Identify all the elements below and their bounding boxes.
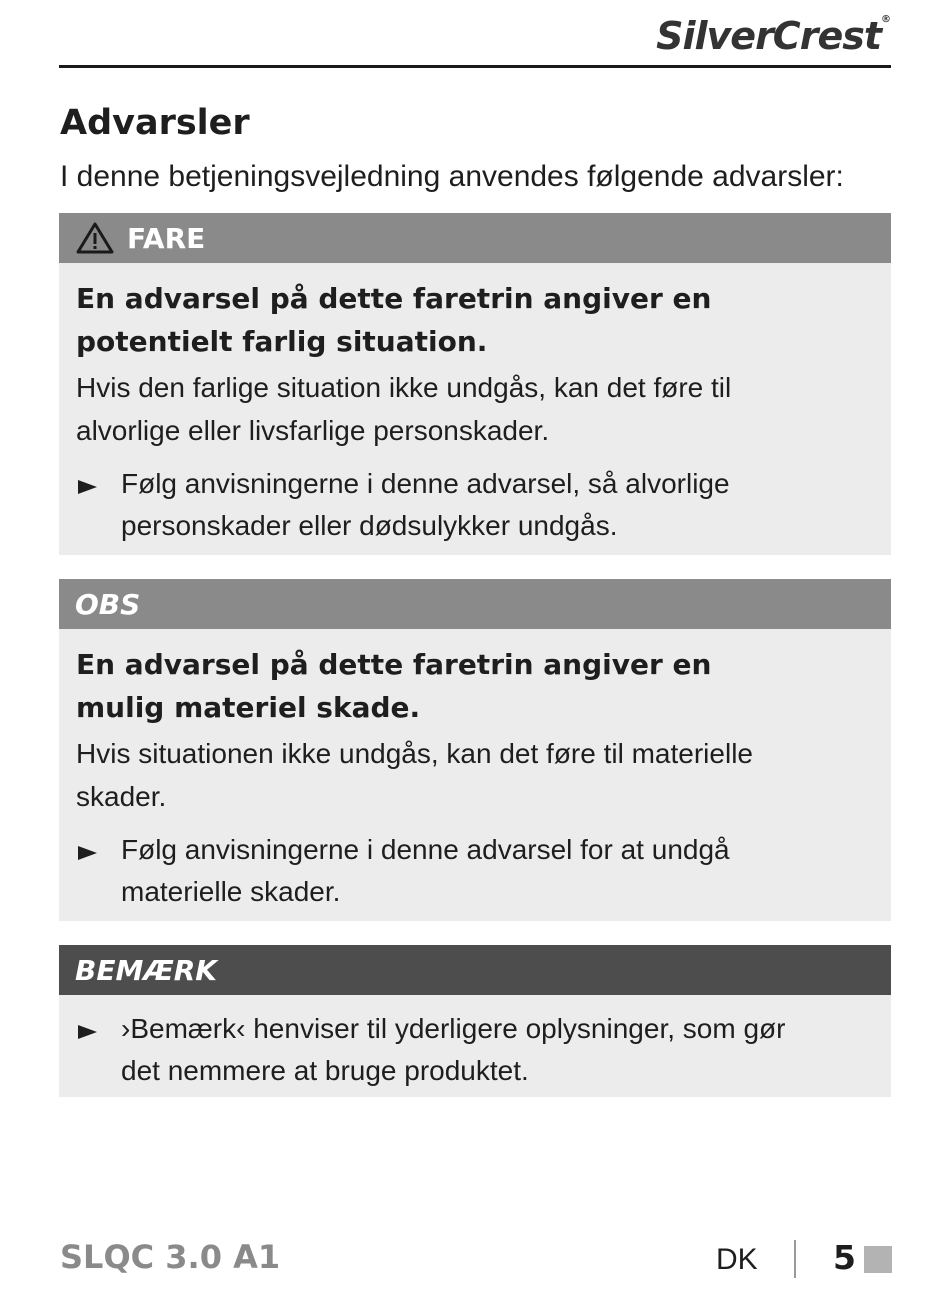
- danger-box-header: [59, 213, 891, 263]
- section-intro: I denne betjeningsvejledning anvendes følgende advarsler:: [60, 160, 844, 193]
- note-label: BEMÆRK: [75, 953, 217, 987]
- caution-box: [59, 579, 891, 921]
- danger-instruction: [76, 463, 875, 547]
- note-box-body: [59, 995, 891, 1092]
- brand-name: SilverCrest: [656, 14, 881, 58]
- arrow-bullet-icon: [76, 463, 121, 547]
- header-rule: [59, 65, 891, 68]
- page-number: 5: [833, 1238, 856, 1277]
- danger-lead: En advarsel på dette faretrin angiver en potentielt farlig situation.: [76, 282, 712, 358]
- note-instruction-text: ›Bemærk‹ henviser til yderligere oplysninger, som gør det nemmere at bruge produktet.: [121, 1013, 786, 1086]
- warning-triangle-icon: [75, 221, 115, 255]
- caution-box-body: [59, 629, 891, 913]
- danger-instruction-text: Følg anvisningerne i denne advarsel, så alvorlige personskader eller dødsulykker undgås.: [121, 468, 730, 541]
- danger-description: Hvis den farlige situation ikke undgås, kan det føre til alvorlige eller livsfarlige personskader.: [76, 372, 732, 446]
- brand-logo: [656, 14, 890, 58]
- caution-instruction-text: Følg anvisningerne i denne advarsel for at undgå materielle skader.: [121, 834, 730, 907]
- footer-model: SLQC 3.0 A1: [60, 1238, 281, 1276]
- danger-label: FARE: [127, 221, 206, 255]
- registered-mark: ®: [881, 14, 890, 25]
- caution-instruction: [76, 829, 875, 913]
- footer-separator: [794, 1240, 796, 1278]
- footer-language: DK: [716, 1243, 758, 1276]
- caution-label: OBS: [75, 587, 141, 621]
- note-box-header: [59, 945, 891, 995]
- note-instruction: [76, 1008, 875, 1092]
- caution-lead: En advarsel på dette faretrin angiver en mulig materiel skade.: [76, 648, 712, 724]
- danger-box: [59, 213, 891, 555]
- arrow-bullet-icon: [76, 1008, 121, 1092]
- caution-box-header: [59, 579, 891, 629]
- section-title: Advarsler: [60, 103, 250, 143]
- arrow-bullet-icon: [76, 829, 121, 913]
- danger-box-body: [59, 263, 891, 547]
- caution-description: Hvis situationen ikke undgås, kan det føre til materielle skader.: [76, 738, 753, 812]
- page-marker-square: [864, 1246, 892, 1273]
- note-box: [59, 945, 891, 1097]
